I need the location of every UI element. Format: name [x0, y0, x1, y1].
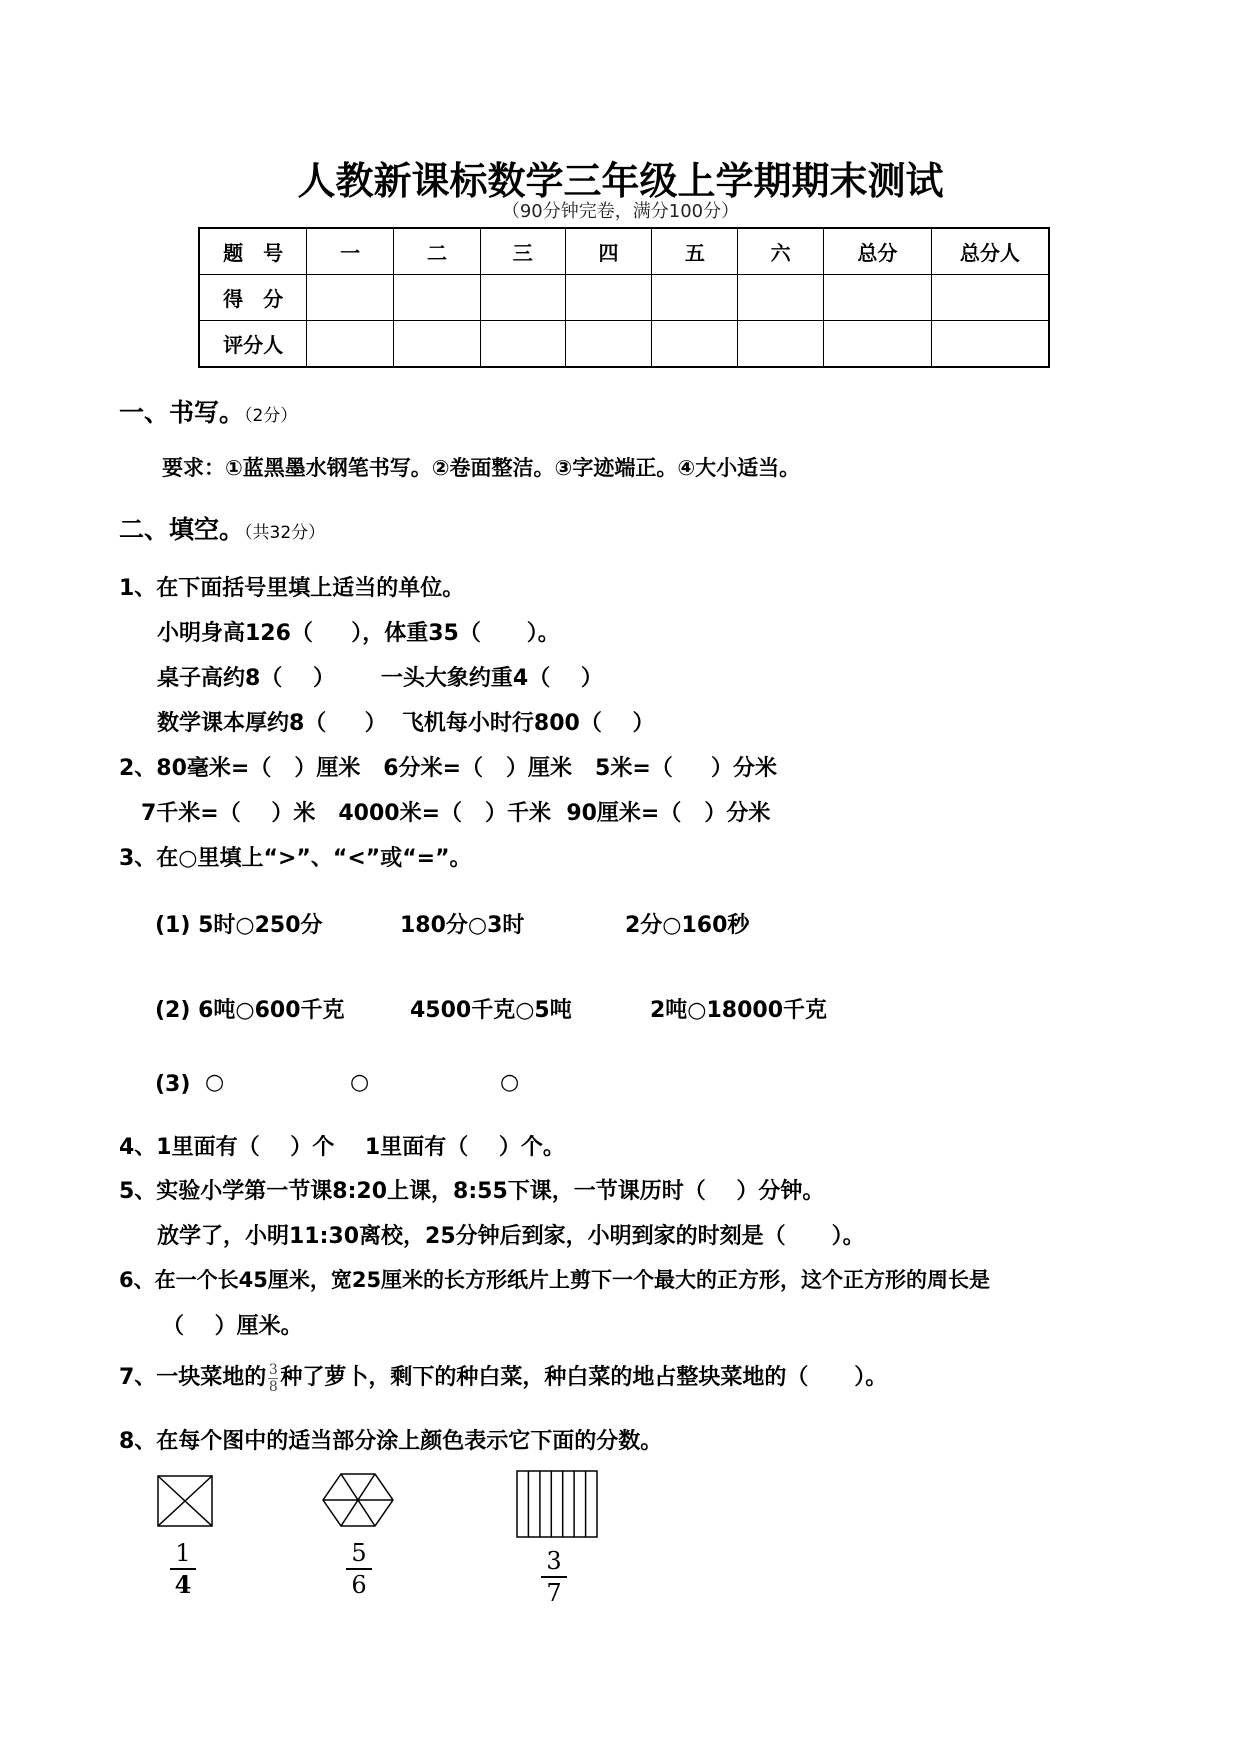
fraction-denominator: 7	[546, 1579, 562, 1607]
q2-line: 7千米=（ ）米 4000米=（ ）千米 90厘米=（ ）分米	[141, 801, 771, 826]
header-cell: 三	[480, 228, 565, 275]
fraction-numerator: 3	[546, 1547, 562, 1575]
q7-text: 7、一块菜地的	[119, 1365, 267, 1390]
fraction-label	[168, 1540, 198, 1598]
header-cell: 题 号	[199, 228, 307, 275]
strip-rectangle-figure[interactable]	[517, 1471, 597, 1537]
section1-requirement: 要求：①蓝黑墨水钢笔书写。②卷面整洁。③字迹端正。④大小适当。	[162, 456, 801, 480]
section2-title: 二、填空。	[119, 515, 245, 544]
q5-line: 放学了，小明11:30离校，25分钟后到家，小明到家的时刻是（ ）。	[157, 1224, 865, 1249]
section1-title: 一、书写。	[119, 398, 245, 427]
q1-line: 数学课本厚约8（ ） 飞机每小时行800（ ）	[157, 711, 655, 736]
header-cell: 六	[738, 228, 824, 275]
page-subtitle: （90分钟完卷，满分100分）	[501, 201, 740, 222]
section2-points: （共32分）	[244, 523, 326, 543]
header-cell: 五	[652, 228, 738, 275]
q2-line: 2、80毫米=（ ）厘米 6分米=（ ）厘米 5米=（ ）分米	[119, 756, 778, 781]
q1-prompt: 1、在下面括号里填上适当的单位。	[119, 576, 465, 601]
header-cell: 总分	[824, 228, 932, 275]
q1-line: 小明身高126（ ），体重35（ ）。	[157, 621, 560, 646]
header-cell: 一	[307, 228, 394, 275]
q3-prompt: 3、在○里填上“>”、“<”或“=”。	[119, 846, 472, 871]
fraction-denominator: 6	[351, 1571, 367, 1599]
q8-prompt: 8、在每个图中的适当部分涂上颜色表示它下面的分数。	[119, 1429, 663, 1454]
fraction-numerator: 5	[351, 1539, 367, 1567]
fraction-denominator: 4	[174, 1570, 192, 1599]
fraction-denominator: 8	[268, 1378, 278, 1395]
row-label: 评分人	[199, 321, 307, 368]
q6-line: 6、在一个长45厘米，宽25厘米的长方形纸片上剪下一个最大的正方形，这个正方形的周长是	[119, 1268, 991, 1292]
fraction-label	[539, 1548, 569, 1606]
q7-text: 种了萝卜，剩下的种白菜，种白菜的地占整块菜地的（ ）。	[280, 1365, 888, 1390]
page-title: 人教新课标数学三年级上学期期末测试	[297, 159, 944, 203]
q3-item: 2吨○18000千克	[650, 998, 828, 1023]
q3-item: 4500千克○5吨	[410, 998, 572, 1023]
fraction-numerator: 1	[175, 1539, 191, 1567]
q4-line: 4、1里面有（ ）个 1里面有（ ）个。	[119, 1135, 565, 1160]
header-cell: 总分人	[931, 228, 1049, 275]
q3-item: (1) 5时○250分	[155, 913, 323, 938]
q3-item: 180分○3时	[400, 913, 525, 938]
fraction-label	[344, 1540, 374, 1598]
q3-row3-label: (3)	[155, 1072, 191, 1097]
compare-circle[interactable]: ○	[500, 1070, 520, 1095]
hexagon-figure[interactable]	[323, 1474, 393, 1526]
row-label: 得 分	[199, 275, 307, 321]
header-cell: 四	[565, 228, 652, 275]
square-figure[interactable]	[158, 1476, 212, 1526]
section1-points: （2分）	[244, 406, 298, 426]
q5-line: 5、实验小学第一节课8:20上课，8:55下课，一节课历时（ ）分钟。	[119, 1179, 825, 1204]
compare-circle[interactable]: ○	[350, 1070, 370, 1095]
fraction-numerator: 3	[268, 1361, 278, 1378]
q1-line: 桌子高约8（ ） 一头大象约重4（ ）	[157, 666, 603, 691]
q3-item: 2分○160秒	[625, 913, 750, 938]
q3-item: (2) 6吨○600千克	[155, 998, 345, 1023]
q6-line: （ ）厘米。	[162, 1314, 303, 1339]
header-cell: 二	[394, 228, 481, 275]
compare-circle[interactable]: ○	[205, 1070, 225, 1095]
